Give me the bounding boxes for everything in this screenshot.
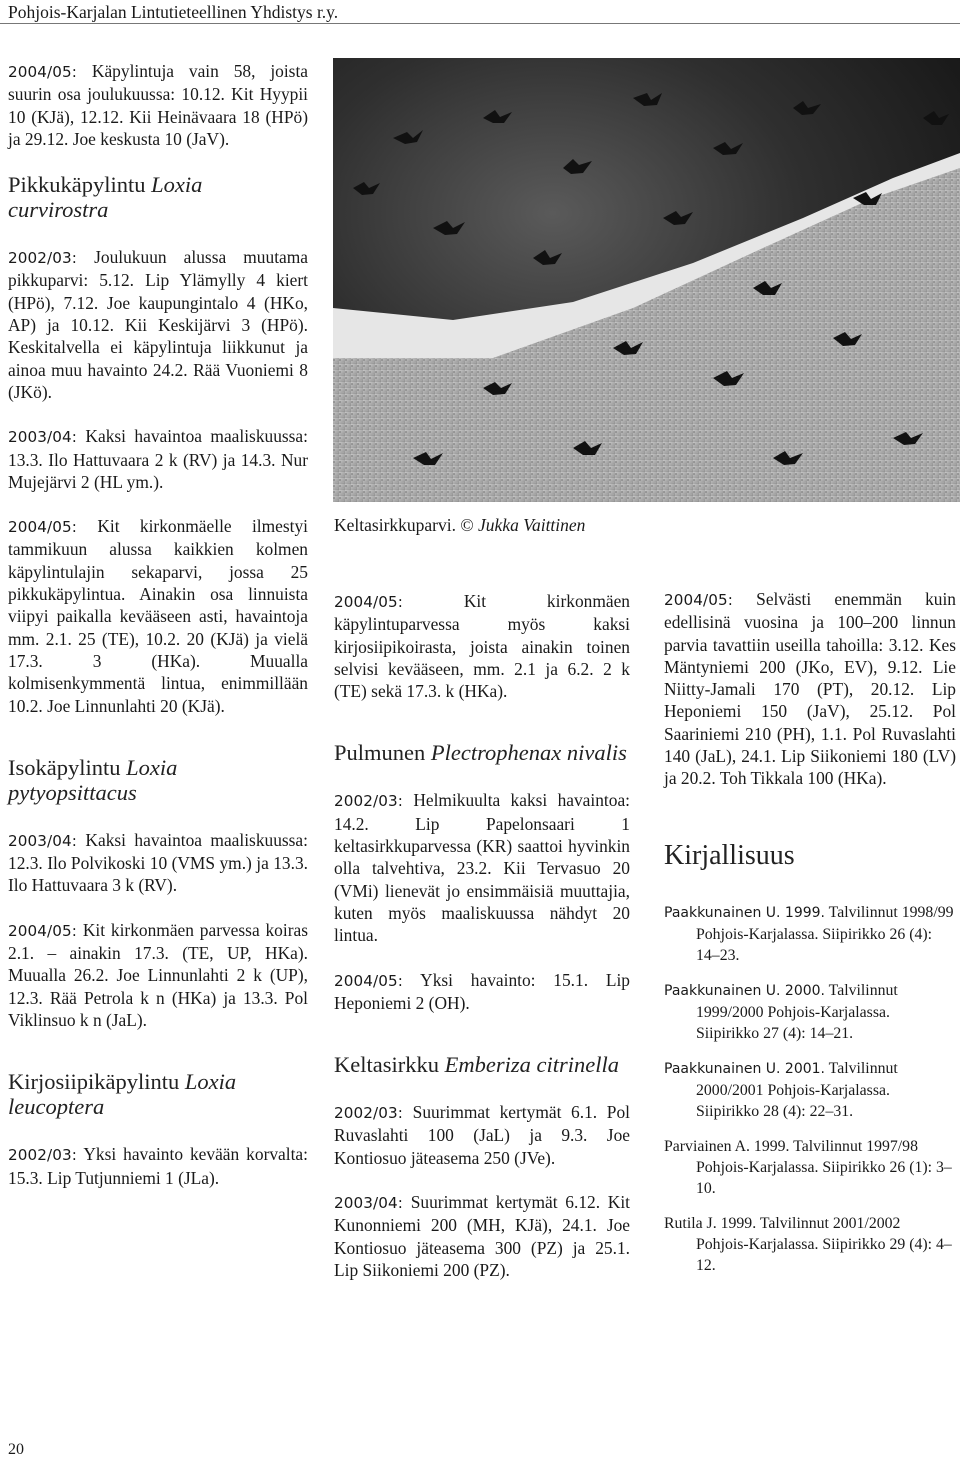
paragraph: 2002/03: Joulukuun alussa muutama pikkuparvi: 5.12. Lip Ylämylly 4 kiert (HPö), 7.12. Joe kaupungintalo 4 (HKo, AP) ja 10.12. Kii Keskijärvi 3 (HPö). Keskitalvella ei käpylintuja liikkunut ja ainoa muu havainto 24.2. Rää Vuoniemi 8 (JKö). [8,247,308,402]
column-3 [664,588,956,1290]
reference-item: Parviainen A. 1999. Talvilinnut 1997/98 Pohjois-Karjalassa. Siipirikko 26 (1): 3–10. [664,1137,952,1197]
paragraph: 2004/05: Käpylintuja vain 58, joista suurin osa joulukuussa: 10.12. Kit Hyypii 10 (KJä), 12.12. Kii Heinävaara 18 (HPö) ja 29.12. Joe keskusta 10 (JaV). [8,61,308,149]
paragraph: 2004/05: Kit kirkonmäelle ilmestyi tammikuun alussa kaikkien kolmen käpylintulajin sekaparvi, jossa 25 pikkukäpylintua. Ainakin osa linnuista viipyi paikalla kevääseen asti, havaintoja mm. 2.1. 25 (TE), 10.2. 20 (KJä) ja vielä 17.3. 3 (HKa). Muualla kolmisenkymmentä lintua, enimmillään 10.2. Joe Linnunlahti 20 (KJä). [8,516,308,716]
photo-caption: Keltasirkkuparvi. © Jukka Vaittinen [334,515,586,535]
column-1 [8,60,308,1211]
reference-item: Paakkunainen U. 2001. Talvilinnut 2000/2001 Pohjois-Karjalassa. Siipirikko 28 (4): 22–31. [664,1059,898,1120]
paragraph: 2003/04: Kaksi havaintoa maaliskuussa: 13.3. Ilo Hattuvaara 2 k (RV) ja 14.3. Nur Mujejärvi 2 (HL ym.). [8,426,308,492]
running-header: Pohjois-Karjalan Lintutieteellinen Yhdistys r.y. [8,2,339,22]
reference-item: Paakkunainen U. 1999. Talvilinnut 1998/99 Pohjois-Karjalassa. Siipirikko 26 (4): 14–23. [664,903,954,964]
page-number: 20 [8,1441,24,1458]
species-heading: Kirjosiipikäpylintu Loxia leucoptera [8,1069,237,1120]
species-heading: Keltasirkku Emberiza citrinella [334,1052,619,1078]
paragraph: 2004/05: Yksi havainto: 15.1. Lip Heponiemi 2 (OH). [334,969,630,1013]
species-heading: Pulmunen Plectrophenax nivalis [334,740,627,766]
reference-item: Rutila J. 1999. Talvilinnut 2001/2002 Pohjois-Karjalassa. Siipirikko 29 (4): 4–12. [664,1214,952,1274]
header-rule [0,23,960,24]
paragraph: 2003/04: Suurimmat kertymät 6.12. Kit Kunonniemi 200 (MH, KJä), 24.1. Joe Kontiosuo jäteasema 300 (PZ) ja 25.1. Lip Siikoniemi 200 (PZ). [334,1192,630,1280]
species-heading: Isokäpylintu Loxia pytyopsittacus [8,754,178,805]
bird-flock-photo [333,58,960,502]
column-2 [334,590,630,1303]
references-heading: Kirjallisuus [664,839,795,871]
paragraph: 2004/05: Kit kirkonmäen parvessa koiras 2.1. – ainakin 17.3. (TE, UP, HKa). Muualla 26.2. Joe Linnunlahti 2 k (UP), 12.3. Rää Petrola k n (HKa) ja 13.3. Pol Viklinsuo k n (JaL). [8,919,308,1030]
paragraph: 2002/03: Suurimmat kertymät 6.1. Pol Ruvaslahti 100 (JaL) ja 9.3. Joe Kontiosuo jäteasema 250 (JVe). [334,1102,630,1168]
paragraph: 2004/05: Selvästi enemmän kuin edellisinä vuosina ja 100–200 linnun parvia tavattiin useilla tahoilla: 3.12. Kes Mäntyniemi 200 (JKo, EV), 9.12. Lie Niitty-Jamali 170 (PT), 20.12. Lip Heponiemi 150 (JaV), 25.12. Pol Saariniemi 210 (PH), 1.1. Pol Ruvaslahti 140 (JaL), 24.1. Lip Siikoniemi 180 (LV) ja 20.2. Toh Tikkala 100 (HKa). [664,589,956,789]
paragraph: 2003/04: Kaksi havaintoa maaliskuussa: 12.3. Ilo Polvikoski 10 (VMS ym.) ja 13.3. Ilo Hattuvaara 3 k (RV). [8,829,308,896]
photo-credit: Jukka Vaittinen [478,515,586,535]
species-heading: Pikkukäpylintu Loxia curvirostra [8,172,203,223]
paragraph: 2002/03: Yksi havainto kevään korvalta: 15.3. Lip Tutjunniemi 1 (JLa). [8,1144,308,1188]
paragraph: 2002/03: Helmikuulta kaksi havaintoa: 14.2. Lip Papelonsaari 1 keltasirkkuparvessa (KR) saattoi hyvinkin olla talvehtiva, 23.2. Kii Tervasuo 20 (VMi) lienevät jo ensimmäisiä muuttajia, kuten myös maaliskuussa nähdyt 20 lintua. [334,790,630,946]
reference-item: Paakkunainen U. 2000. Talvilinnut 1999/2000 Pohjois-Karjalassa. Siipirikko 27 (4): 14–21. [664,981,898,1042]
photo-illustration [333,58,960,502]
paragraph: 2004/05: Kit kirkonmäen käpylintuparvessa myös kaksi kirjosiipikoirasta, joista ainakin toinen selvisi kevääseen, mm. 2.1 ja 6.2. 2 k (TE) sekä 17.3. k (HKa). [334,591,630,702]
